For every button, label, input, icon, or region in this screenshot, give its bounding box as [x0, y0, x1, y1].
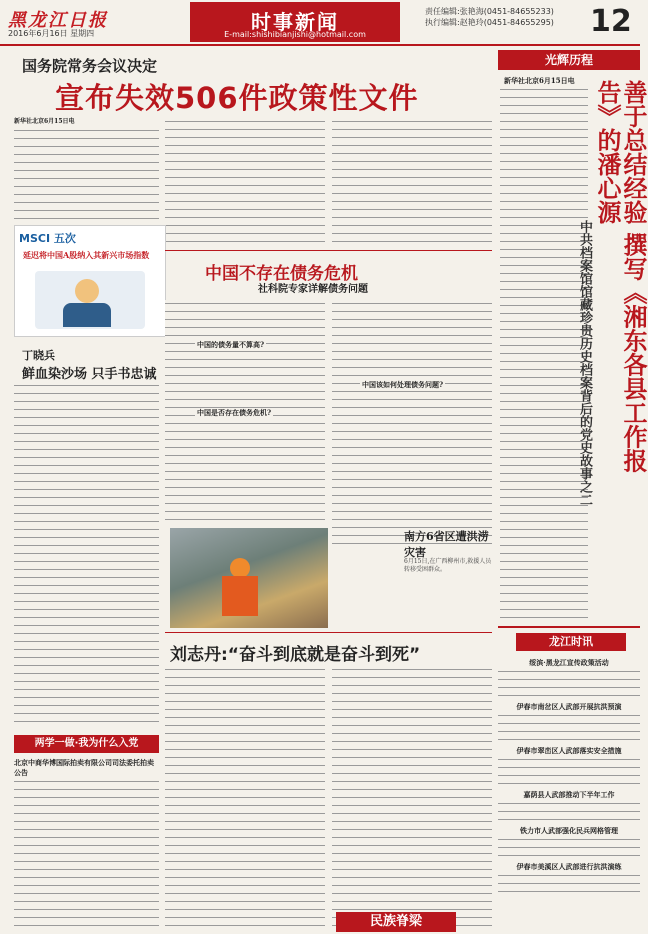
- editor-line: 责任编辑:张艳海(0451-84655233): [425, 7, 554, 16]
- longjiang-item-4: 嘉荫县人武部推动下半年工作: [523, 790, 615, 799]
- editor-line-2: 执行编辑:赵艳玲(0451-84655295): [425, 18, 554, 27]
- auction-notice-body: [14, 778, 159, 928]
- page-number: 12: [590, 4, 632, 39]
- liu-rule: [165, 632, 492, 633]
- party-banner: 两学一做·我为什么入党: [14, 735, 159, 753]
- debt-rule: [165, 250, 492, 251]
- section-title: 时事新闻: [251, 10, 339, 34]
- figure-illustration: [35, 271, 145, 329]
- debt-q2: 中国是否存在债务危机?: [197, 408, 272, 417]
- figure-face-icon: [75, 279, 99, 303]
- lead-byline: 新华社北京6月15日电: [14, 118, 75, 125]
- debt-headline: 中国不存在债务危机: [205, 264, 358, 284]
- lead-body-col3: [332, 118, 492, 243]
- longjiang-item-2-body: [498, 712, 640, 746]
- longjiang-rule: [498, 626, 640, 628]
- sidebar-subhead: 中共档案馆馆藏珍贵历史档案背后的党史故事之二: [577, 220, 592, 506]
- flood-caption: 6月15日,在广西柳州市,救援人员转移受困群众。: [404, 558, 492, 573]
- liu-body-col2: [332, 666, 492, 928]
- longjiang-item-3-body: [498, 756, 640, 790]
- rescuer-figure-icon: [222, 576, 258, 616]
- section-email: E-mail:shishibianjishi@hotmail.com: [224, 30, 366, 39]
- sidebar-source: 新华社北京6月15日电: [504, 76, 575, 85]
- profile-name: 丁晓兵: [22, 349, 55, 362]
- profile-body: [14, 382, 159, 722]
- editor-info: [425, 6, 554, 28]
- profile-headline: 鲜血染沙场 只手书忠诚: [22, 367, 157, 382]
- lead-headline: 宣布失效506件政策性文件: [55, 81, 419, 115]
- rescuer-helmet-icon: [230, 558, 250, 578]
- sidebar-headline: 善于总结经验 撰写《湘东各县工作报告》的潘心源: [593, 80, 648, 473]
- longjiang-item-6-body: [498, 872, 640, 892]
- longjiang-item-3: 伊春市翠峦区人武部落实安全措施: [516, 746, 622, 755]
- paper-logo: 黑龙江日报: [8, 10, 108, 31]
- issue-date: 2016年6月16日 星期四: [8, 29, 95, 38]
- debt-q3: 中国该如何处理债务问题?: [362, 380, 444, 389]
- column-title: 光辉历程: [498, 50, 640, 70]
- debt-q1: 中国的债务量不算高?: [197, 340, 265, 349]
- lead-kicker: 国务院常务会议决定: [22, 57, 158, 75]
- top-rule: [0, 44, 640, 46]
- flood-title: 南方6省区遭洪涝灾害: [404, 530, 489, 559]
- longjiang-item-6: 伊春市美溪区人武部进行抗洪演练: [516, 862, 622, 871]
- msci-figure: [14, 225, 166, 337]
- liu-headline: 刘志丹:“奋斗到底就是奋斗到死”: [170, 645, 421, 665]
- longjiang-list: [498, 656, 640, 934]
- debt-body-col2: [332, 300, 492, 545]
- bottom-banner: 民族脊梁: [336, 912, 456, 932]
- longjiang-item-5-body: [498, 836, 640, 862]
- longjiang-item-1: 绥滨·黑龙江宣传政策活动: [529, 658, 609, 667]
- lead-body-col1: [14, 127, 159, 222]
- longjiang-banner: 龙江时讯: [516, 633, 626, 651]
- debt-subhead: 社科院专家详解债务问题: [258, 284, 368, 295]
- longjiang-item-1-body: [498, 668, 640, 702]
- figure-subtitle: 延迟将中国A股纳入其新兴市场指数: [23, 250, 150, 260]
- auction-notice-title: 北京中商华博国际拍卖有限公司司法委托拍卖公告: [14, 758, 154, 777]
- lead-body-col2: [165, 118, 325, 243]
- liu-body-col1: [165, 666, 325, 928]
- flood-photo: [170, 528, 328, 628]
- figure-body-icon: [63, 303, 111, 327]
- figure-title: MSCI 五次: [19, 232, 76, 245]
- longjiang-item-4-body: [498, 800, 640, 826]
- longjiang-item-2: 伊春市南岔区人武部开展抗洪预演: [516, 702, 622, 711]
- longjiang-item-5: 铁力市人武部强化民兵网格管理: [520, 826, 618, 835]
